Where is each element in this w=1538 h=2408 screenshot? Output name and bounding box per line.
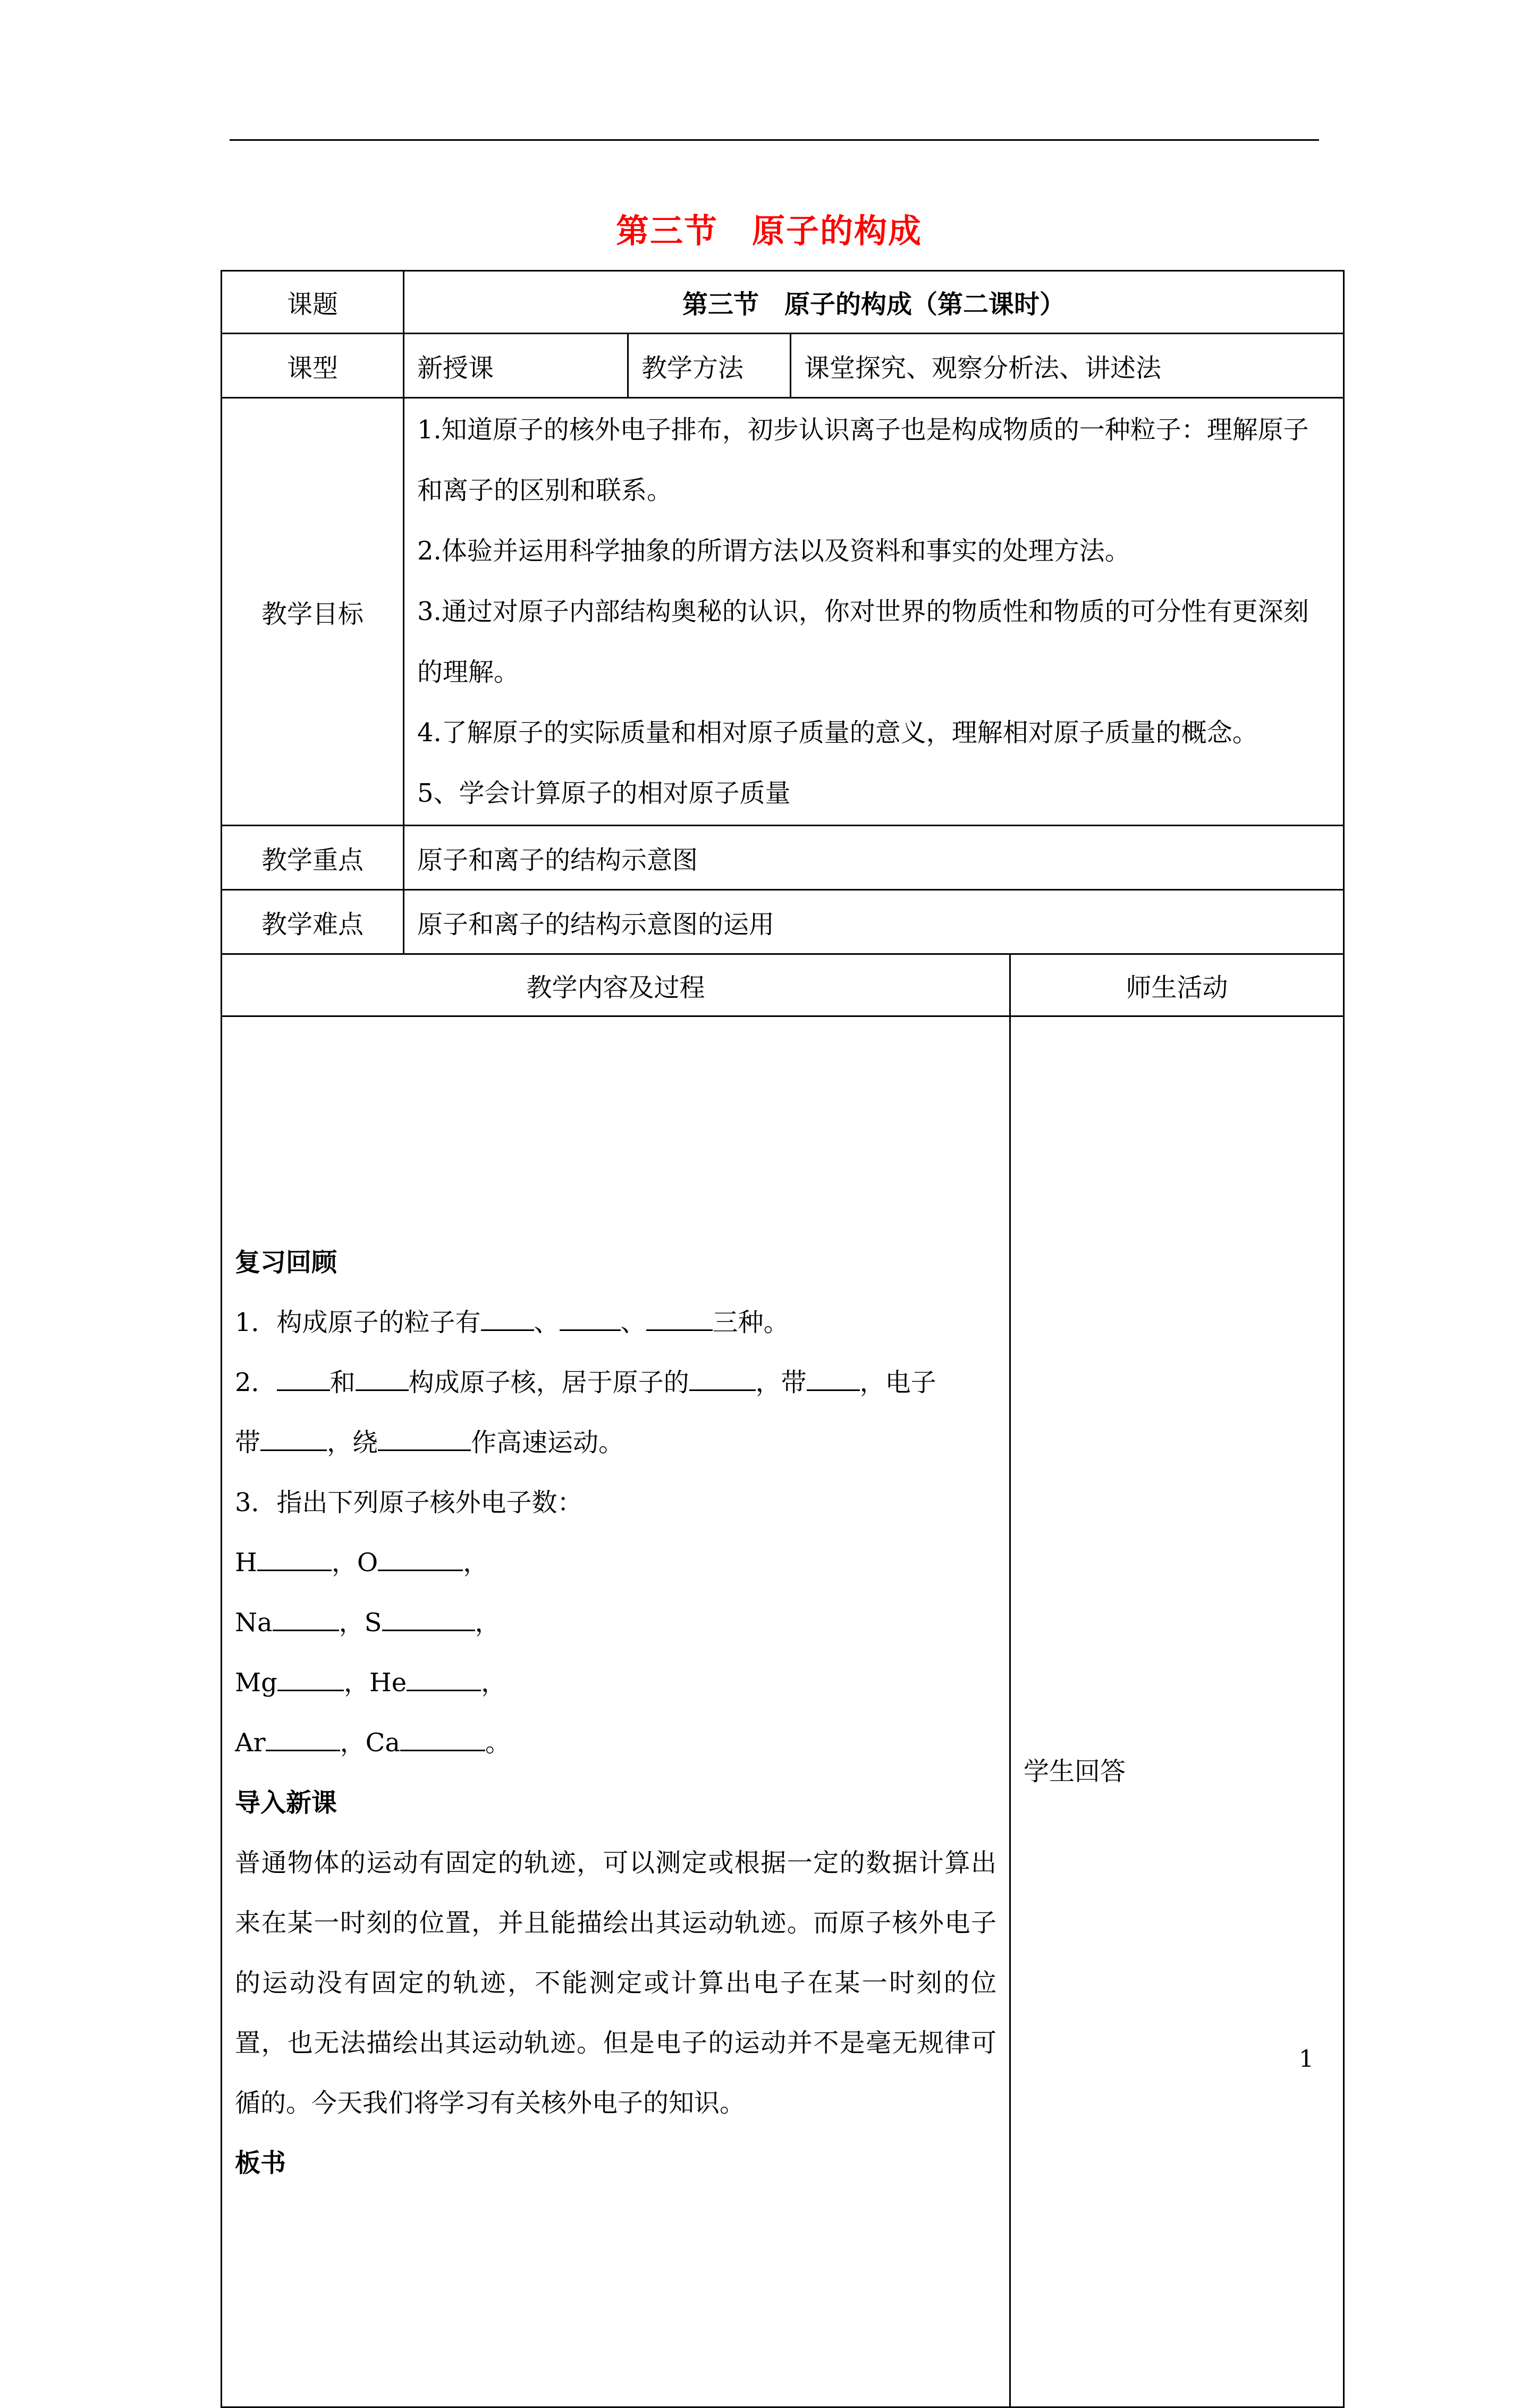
answer-blank bbox=[277, 1660, 344, 1691]
goals-label: 教学目标 bbox=[222, 398, 404, 826]
difficulty-value: 原子和离子的结构示意图的运用 bbox=[404, 890, 1344, 954]
comma: ， bbox=[331, 1547, 357, 1578]
review-heading: 复习回顾 bbox=[235, 1247, 337, 1277]
element-symbol: He bbox=[369, 1667, 407, 1698]
comma: ， bbox=[340, 1727, 366, 1758]
q1-sep: 、 bbox=[534, 1307, 560, 1337]
answer-blank bbox=[356, 1360, 409, 1391]
answer-blank bbox=[257, 1540, 332, 1571]
answer-blank bbox=[266, 1720, 340, 1751]
goal-item: 1.知道原子的核外电子排布，初步认识离子也是构成物质的一种粒子：理解原子和离子的区别和联系。 bbox=[417, 415, 1309, 505]
answer-blank bbox=[689, 1360, 756, 1391]
header-rule bbox=[230, 139, 1319, 141]
intro-paragraph: 普通物体的运动有固定的轨迹，可以测定或根据一定的数据计算出来在某一时刻的位置，并且能描绘出其运动轨迹。而原子核外电子的运动没有固定的轨迹，不能测定或计算出电子在某一时刻的位置，也无法描绘出其运动轨迹。但是电子的运动并不是毫无规律可循的。今天我们将学习有关核外电子的知识。 bbox=[235, 1847, 996, 2118]
answer-blank bbox=[382, 1600, 475, 1631]
page-number: 1 bbox=[1299, 2046, 1314, 2073]
comma: ， bbox=[339, 1607, 365, 1638]
comma: ， bbox=[475, 1607, 501, 1638]
q2-text: 构成原子核，居于原子的 bbox=[408, 1367, 689, 1397]
q2-text: ，电子 bbox=[859, 1367, 936, 1397]
question-2-line-1 bbox=[235, 1353, 996, 1413]
process-header-row bbox=[222, 954, 1344, 1016]
answer-blank bbox=[646, 1300, 713, 1331]
element-symbol: Mg bbox=[235, 1667, 277, 1698]
q2-text: ，带 bbox=[755, 1367, 807, 1397]
element-symbol: H bbox=[235, 1547, 257, 1578]
goals-list bbox=[417, 398, 1330, 825]
element-row bbox=[235, 1593, 996, 1653]
process-row bbox=[222, 1016, 1344, 2407]
q2-text: 带 bbox=[235, 1427, 261, 1457]
intro-heading: 导入新课 bbox=[235, 1787, 337, 1818]
answer-blank bbox=[273, 1600, 339, 1631]
activity-header: 师生活动 bbox=[1010, 954, 1344, 1016]
topic-label: 课题 bbox=[222, 271, 404, 334]
q1-text: 1．构成原子的粒子有 bbox=[235, 1307, 481, 1337]
answer-blank bbox=[400, 1720, 485, 1751]
lesson-plan-table bbox=[221, 270, 1345, 2408]
element-row bbox=[235, 1533, 996, 1593]
question-1 bbox=[235, 1293, 996, 1353]
key-point-row bbox=[222, 826, 1344, 890]
answer-blank bbox=[378, 1420, 471, 1451]
method-label: 教学方法 bbox=[628, 334, 791, 398]
key-point-label: 教学重点 bbox=[222, 826, 404, 890]
answer-blank bbox=[378, 1540, 463, 1571]
element-symbol: Na bbox=[235, 1607, 273, 1638]
q2-text: 和 bbox=[329, 1367, 356, 1397]
q1-end: 三种。 bbox=[712, 1307, 789, 1337]
element-row bbox=[235, 1713, 996, 1773]
comma: ， bbox=[343, 1667, 369, 1698]
key-point-value: 原子和离子的结构示意图 bbox=[404, 826, 1344, 890]
board-heading: 板书 bbox=[235, 2148, 286, 2178]
q1-sep: 、 bbox=[620, 1307, 646, 1337]
element-symbol: S bbox=[364, 1607, 382, 1638]
activity-text: 学生回答 bbox=[1024, 1757, 1126, 1786]
goals-cell bbox=[404, 398, 1344, 826]
comma: ， bbox=[463, 1547, 489, 1578]
q2-number: 2． bbox=[235, 1367, 277, 1397]
element-symbol: O bbox=[357, 1547, 378, 1578]
answer-blank bbox=[260, 1420, 327, 1451]
activity-cell bbox=[1010, 1016, 1344, 2407]
difficulty-row bbox=[222, 890, 1344, 954]
topic-row bbox=[222, 271, 1344, 334]
element-symbol: Ca bbox=[365, 1727, 400, 1758]
goal-item: 4.了解原子的实际质量和相对原子质量的意义，理解相对原子质量的概念。 bbox=[417, 718, 1258, 748]
goal-item: 3.通过对原子内部结构奥秘的认识，你对世界的物质性和物质的可分性有更深刻的理解。 bbox=[417, 597, 1309, 687]
comma: ， bbox=[481, 1667, 507, 1698]
q2-text: ，绕 bbox=[327, 1427, 378, 1457]
goal-item: 2.体验并运用科学抽象的所谓方法以及资料和事实的处理方法。 bbox=[417, 536, 1130, 566]
type-row bbox=[222, 334, 1344, 398]
type-label: 课型 bbox=[222, 334, 404, 398]
answer-blank bbox=[277, 1360, 330, 1391]
question-2-line-2 bbox=[235, 1413, 996, 1473]
answer-blank bbox=[560, 1300, 621, 1331]
content-cell bbox=[222, 1016, 1010, 2407]
content-header: 教学内容及过程 bbox=[222, 954, 1010, 1016]
type-value: 新授课 bbox=[404, 334, 628, 398]
answer-blank bbox=[407, 1660, 481, 1691]
element-symbol: Ar bbox=[235, 1727, 266, 1758]
element-row bbox=[235, 1653, 996, 1713]
topic-value: 第三节 原子的构成（第二课时） bbox=[404, 271, 1344, 334]
answer-blank bbox=[807, 1360, 860, 1391]
difficulty-label: 教学难点 bbox=[222, 890, 404, 954]
answer-blank bbox=[481, 1300, 534, 1331]
goal-item: 5、学会计算原子的相对原子质量 bbox=[417, 778, 791, 808]
period: 。 bbox=[485, 1727, 511, 1758]
document-title: 第三节 原子的构成 bbox=[615, 211, 922, 250]
question-3: 3．指出下列原子核外电子数： bbox=[235, 1487, 583, 1517]
goals-row bbox=[222, 398, 1344, 826]
q2-text: 作高速运动。 bbox=[471, 1427, 624, 1457]
method-value: 课堂探究、观察分析法、讲述法 bbox=[791, 334, 1344, 398]
